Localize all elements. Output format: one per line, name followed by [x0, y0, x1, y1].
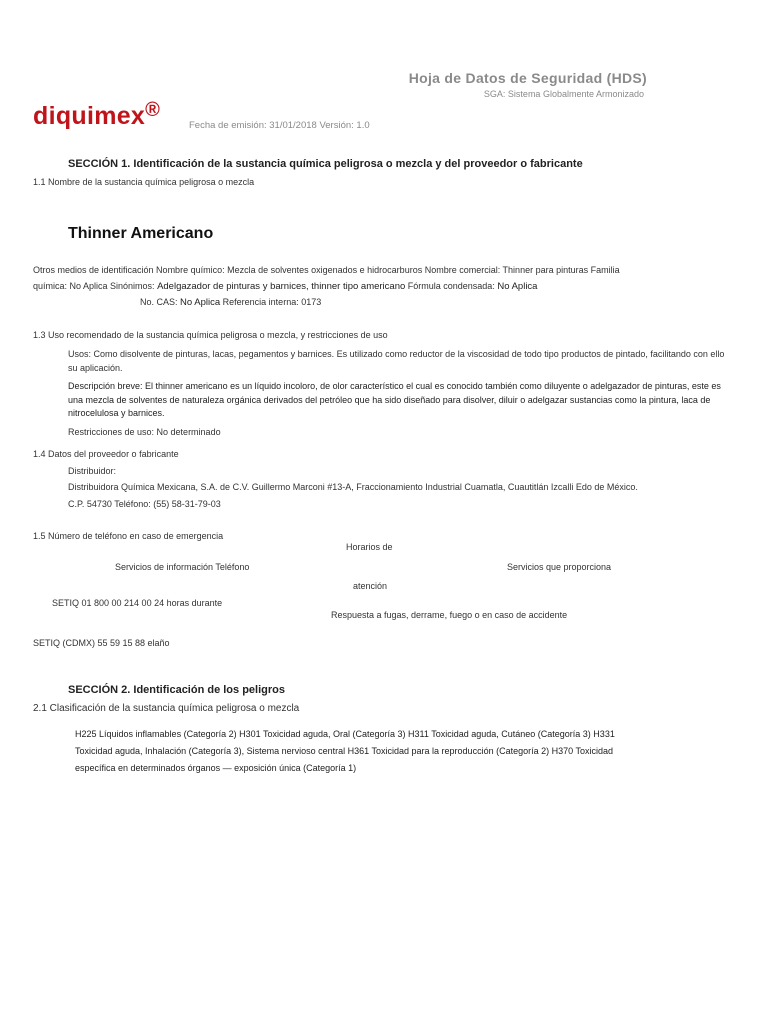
company-logo: [33, 99, 161, 131]
identification-line-1: Otros medios de identificación Nombre químico: Mezcla de solventes oxigenados e hidrocarburos Nombre comercial: Thinner para pinturas Familia: [33, 265, 620, 275]
subsection-1-1-label: 1.1 Nombre de la sustancia química peligrosa o mezcla: [33, 177, 255, 187]
identification-line-3: [140, 297, 321, 308]
subsection-2-1-label: 2.1 Clasificación de la sustancia química peligrosa o mezcla: [33, 703, 300, 714]
document-subtitle: SGA: Sistema Globalmente Armonizado: [483, 89, 644, 99]
ident-text: No. CAS:: [140, 297, 181, 307]
emission-date: Fecha de emisión: 31/01/2018 Versión: 1.0: [189, 120, 370, 131]
classification-line-3: específica en determinados órganos — exposición única (Categoría 1): [75, 763, 357, 773]
cas-value: No Aplica: [180, 297, 221, 308]
registered-mark: ®: [145, 99, 161, 121]
section-2-heading: SECCIÓN 2. Identificación de los peligros: [68, 684, 285, 696]
section-1-heading: SECCIÓN 1. Identificación de la sustancia química peligrosa o mezcla y del proveedor o fabricante: [68, 158, 583, 170]
subsection-1-3-label: 1.3 Uso recomendado de la sustancia química peligrosa o mezcla, y restricciones de uso: [33, 330, 388, 340]
restricciones-text: Restricciones de uso: No determinado: [68, 427, 221, 437]
classification-line-2: Toxicidad aguda, Inhalación (Categoría 3), Sistema nervioso central H361 Toxicidad para la reproducción (Categoría 2) H370 Toxicidad: [75, 746, 613, 756]
col-servicios-proporciona: Servicios que proporciona: [507, 562, 612, 572]
emergency-row-1: SETIQ 01 800 00 214 00 24 horas durante: [52, 598, 223, 608]
formula-value: No Aplica: [497, 281, 538, 292]
emergency-row-2: SETIQ (CDMX) 55 59 15 88 elaño: [33, 638, 170, 648]
logo-text: diquimex: [33, 102, 146, 130]
distribuidor-label: Distribuidor:: [68, 466, 117, 476]
distribuidor-phone: C.P. 54730 Teléfono: (55) 58-31-79-03: [68, 499, 221, 509]
document-title: Hoja de Datos de Seguridad (HDS): [408, 70, 647, 86]
distribuidor-address: Distribuidora Química Mexicana, S.A. de C.V. Guillermo Marconi #13-A, Fraccionamiento Industrial Cuamatla, Cuautitlán Izcalli Edo de México.: [68, 482, 638, 492]
classification-line-1: H225 Líquidos inflamables (Categoría 2) H301 Toxicidad aguda, Oral (Categoría 3) H311 Toxicidad aguda, Cutáneo (Categoría 3) H331: [75, 729, 615, 739]
identification-line-2: [33, 281, 537, 292]
col-horarios: Horarios de: [346, 542, 393, 552]
emergency-row-1-service: Respuesta a fugas, derrame, fuego o en caso de accidente: [331, 610, 568, 620]
product-name: Thinner Americano: [68, 225, 214, 242]
usos-paragraph: Usos: Como disolvente de pinturas, lacas, pegamentos y barnices. Es utilizado como reductor de la viscosidad de todo tipo productos de pintado, facilitando con ello su aplicación.: [68, 349, 725, 373]
subsection-1-4-label: 1.4 Datos del proveedor o fabricante: [33, 449, 179, 459]
synonyms-value: Adelgazador de pinturas y barnices, thinner tipo americano: [157, 281, 406, 292]
ident-text: Referencia interna: 0173: [220, 297, 322, 307]
descripcion-paragraph: Descripción breve: El thinner americano es un líquido incoloro, de olor característico el cual es conocido también como diluyente o adelgazador de pinturas, este es una mezcla de solventes de naturaleza orgánica derivados del petróleo que ha sido diseñado para disolver, diluir o adelgazar sustancias como la pintura, laca de nitrocelulosa y barnices.: [68, 381, 721, 418]
ident-text: química: No Aplica Sinónimos:: [33, 281, 158, 291]
subsection-1-5-label: 1.5 Número de teléfono en caso de emergencia: [33, 531, 224, 541]
col-atencion: atención: [353, 581, 388, 591]
col-servicios-informacion: Servicios de información Teléfono: [115, 562, 250, 572]
ident-text: Fórmula condensada:: [405, 281, 498, 291]
